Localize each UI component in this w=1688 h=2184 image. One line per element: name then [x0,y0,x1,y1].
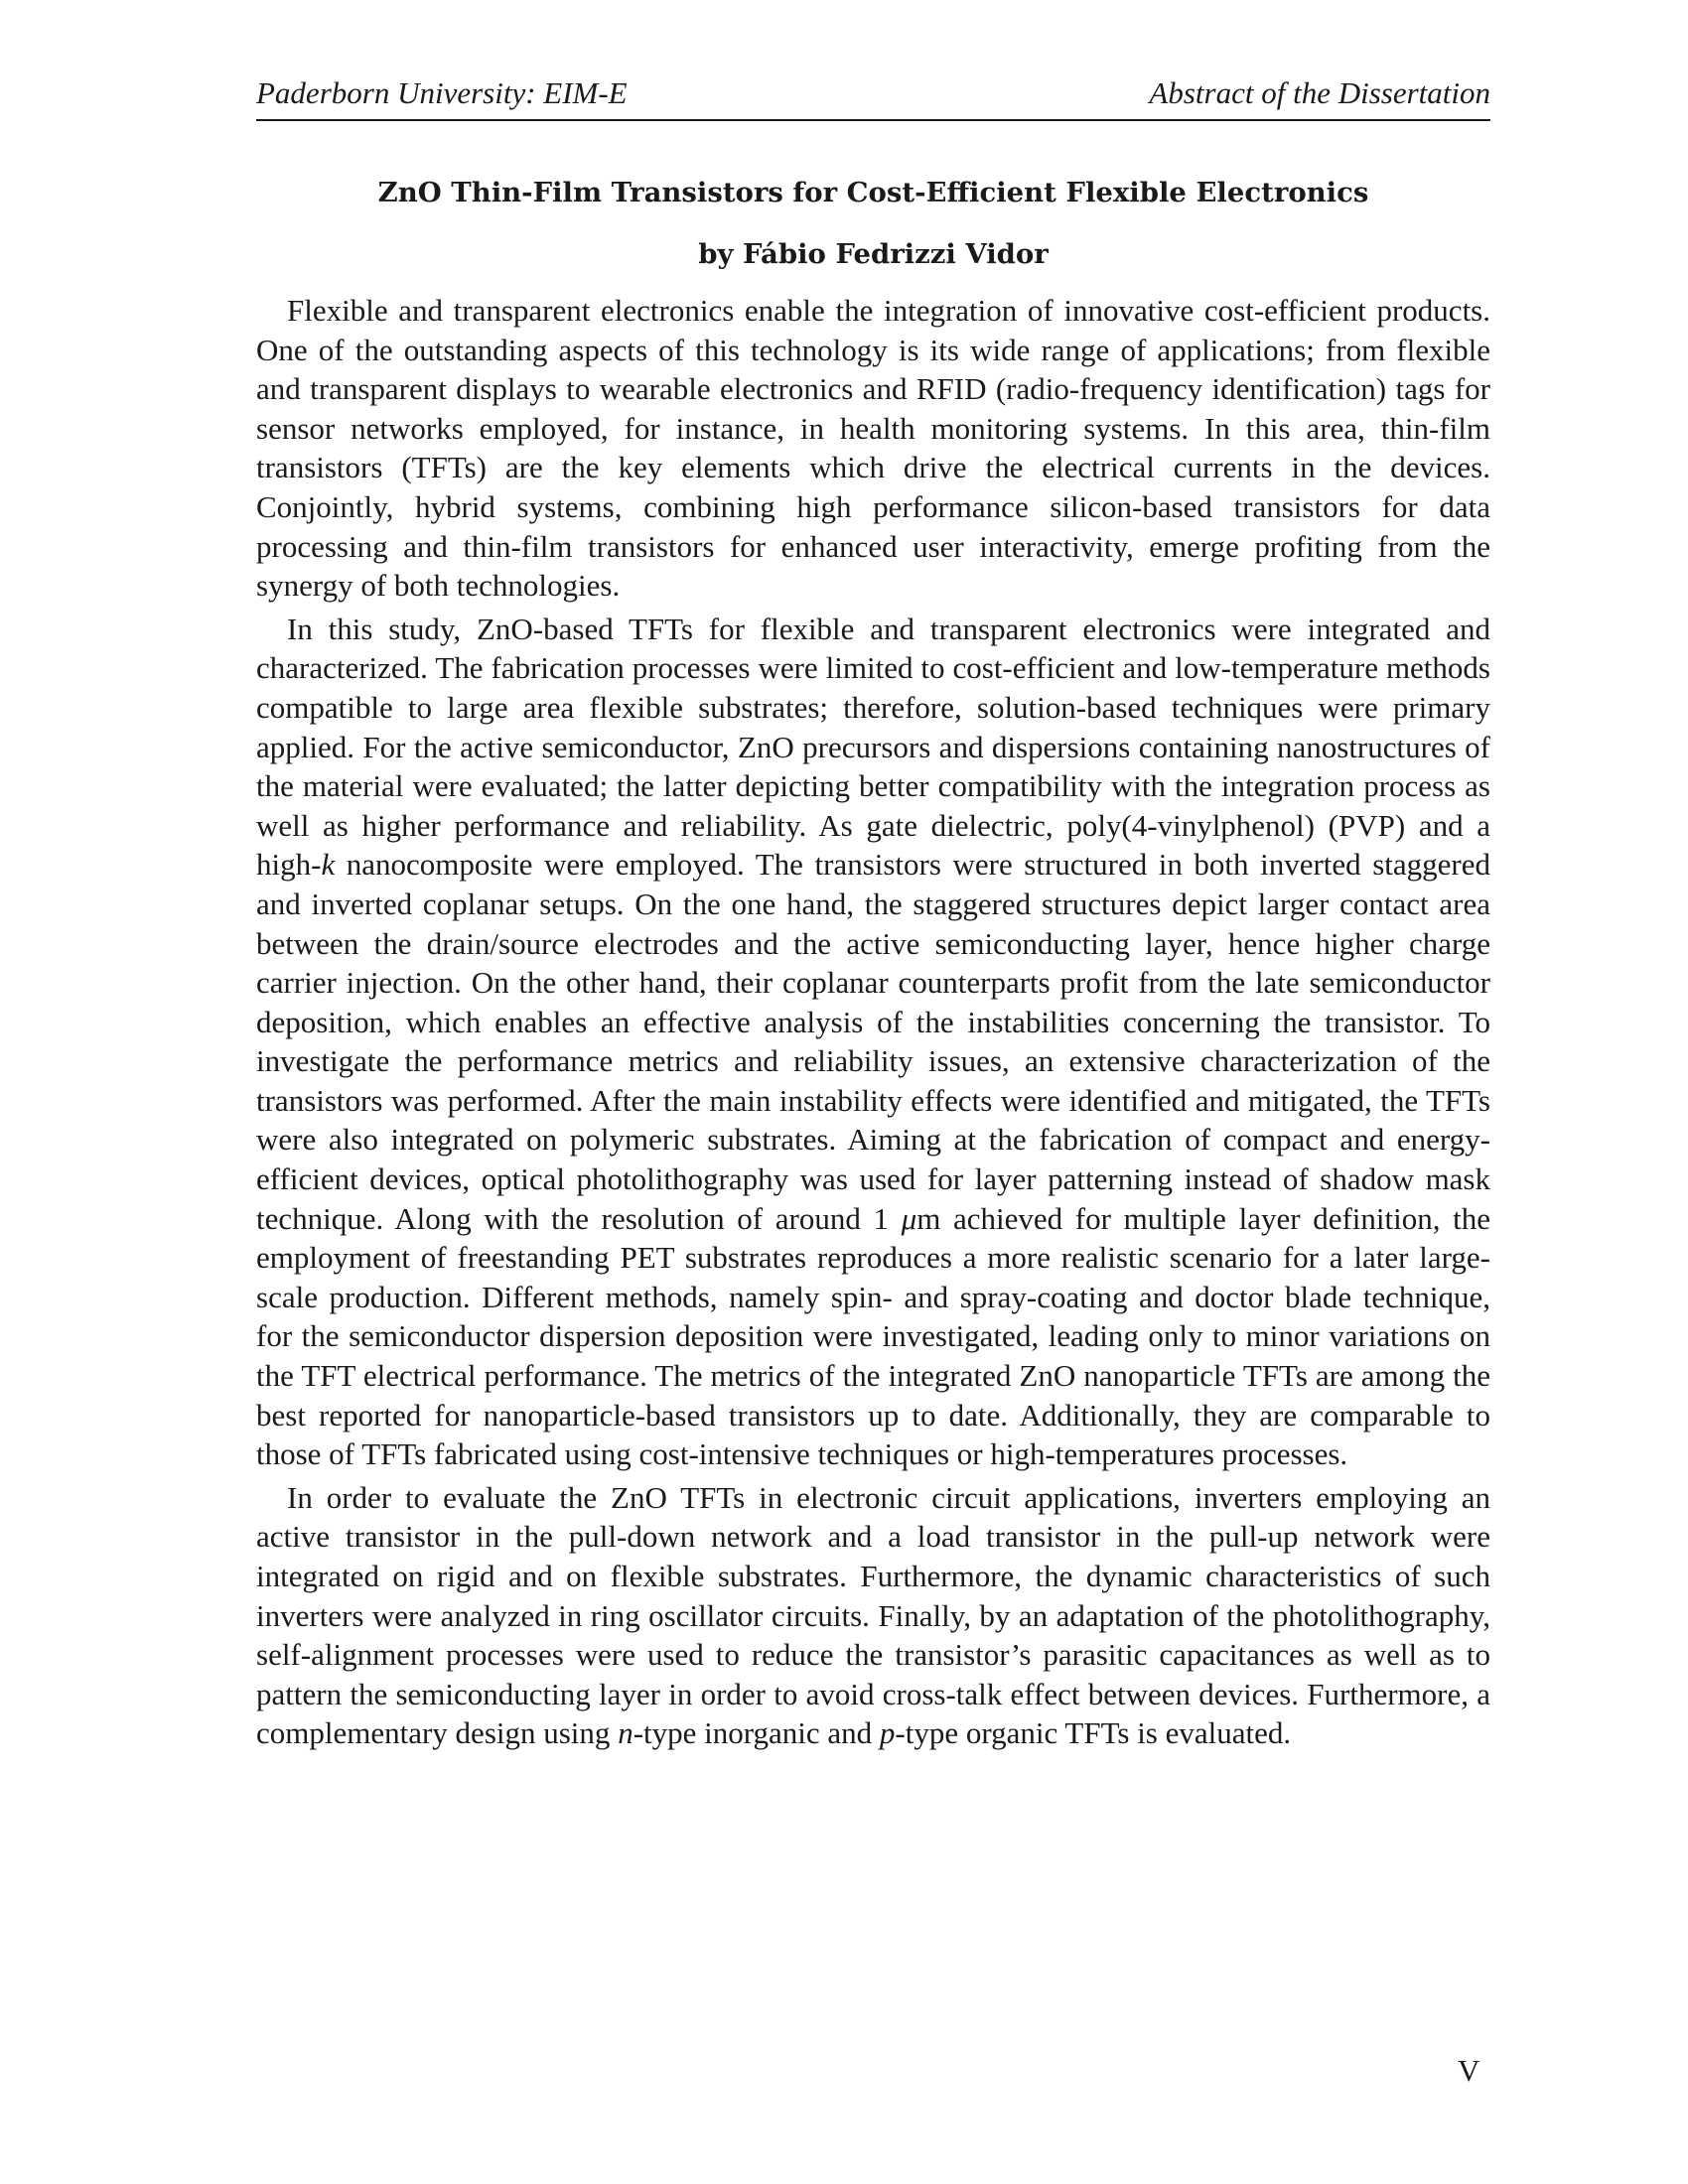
paragraph-2-part-b: nanocomposite were employed. The transistors were structured in both inverted staggered and inverted coplanar setups. On the one hand, the staggered structures depict larger contact area between the drain/source electrodes and the active semiconducting layer, hence higher charge carrier injection. On the other hand, their coplanar counterparts profit from the late semiconductor deposition, which enables an effective analysis of the instabilities concerning the transistor. To investigate the performance metrics and reliability issues, an extensive characterization of the transistors was performed. After the main instability effects were identified and mitigated, the TFTs were also integrated on polymeric substrates. Aiming at the fabrication of compact and energy-efficient devices, optical photolithography was used for layer patterning instead of shadow mask technique. Along with the resolution of around 1 [256,847,1490,1236]
page-number: V [1458,2053,1480,2088]
paragraph-3-part-b: -type inorganic and [633,1715,880,1751]
header-left: Paderborn University: EIM-E [256,75,628,110]
document-title: ZnO Thin-Film Transistors for Cost-Efficient Flexible Electronics [377,177,1369,208]
running-header [256,73,1490,121]
symbol-p: p [879,1715,896,1751]
symbol-n: n [618,1715,633,1751]
title-block [256,173,1490,274]
abstract-body [256,291,1490,1753]
header-right: Abstract of the Dissertation [1149,75,1490,110]
symbol-mu: μ [901,1200,917,1236]
paragraph-3-part-c: -type organic TFTs is evaluated. [895,1715,1292,1751]
abstract-paragraph-1: Flexible and transparent electronics enable the integration of innovative cost-efficient products. One of the outstanding aspects of this technology is its wide range of applications; from flexible and transparent displays to wearable electronics and RFID (radio-frequency identification) tags for sensor networks employed, for instance, in health monitoring systems. In this area, thin-film transistors (TFTs) are the key elements which drive the electrical currents in the devices. Conjointly, hybrid systems, combining high performance silicon-based transistors for data processing and thin-film transistors for enhanced user interactivity, emerge profiting from the synergy of both technologies. [256,293,1490,604]
abstract-paragraph-2 [256,610,1490,1474]
abstract-paragraph-3 [256,1478,1490,1753]
paragraph-2-part-a: In this study, ZnO-based TFTs for flexible and transparent electronics were integrated and characterized. The fabrication processes were limited to cost-efficient and low-temperature methods compatible to large area flexible substrates; therefore, solution-based techniques were primary applied. For the active semiconductor, ZnO precursors and dispersions containing nanostructures of the material were evaluated; the latter depicting better compatibility with the integration process as well as higher performance and reliability. As gate dielectric, poly(4-vinylphenol) (PVP) and a high- [256,611,1490,883]
paragraph-2-part-c: m achieved for multiple layer definition, the employment of freestanding PET substrates reproduces a more realistic scenario for a later large-scale production. Different methods, namely spin- and spray-coating and doctor blade technique, for the semiconductor dispersion deposition were investigated, leading only to minor variations on the TFT electrical performance. The metrics of the integrated ZnO nanoparticle TFTs are among the best reported for nanoparticle-based transistors up to date. Additionally, they are comparable to those of TFTs fabricated using cost-intensive techniques or high-temperatures processes. [256,1200,1491,1472]
paragraph-3-part-a: In order to evaluate the ZnO TFTs in electronic circuit applications, inverters employing an active transistor in the pull-down network and a load transistor in the pull-up network were integrated on rigid and on flexible substrates. Furthermore, the dynamic characteristics of such inverters were analyzed in ring oscillator circuits. Finally, by an adaptation of the photolithography, self-alignment processes were used to reduce the transistor’s parasitic capacitances as well as to pattern the semiconducting layer in order to avoid cross-talk effect between devices. Furthermore, a complementary design using [256,1479,1490,1751]
symbol-k: k [321,847,336,883]
document-page [256,73,1490,1757]
author-line: by Fábio Fedrizzi Vidor [698,238,1049,270]
